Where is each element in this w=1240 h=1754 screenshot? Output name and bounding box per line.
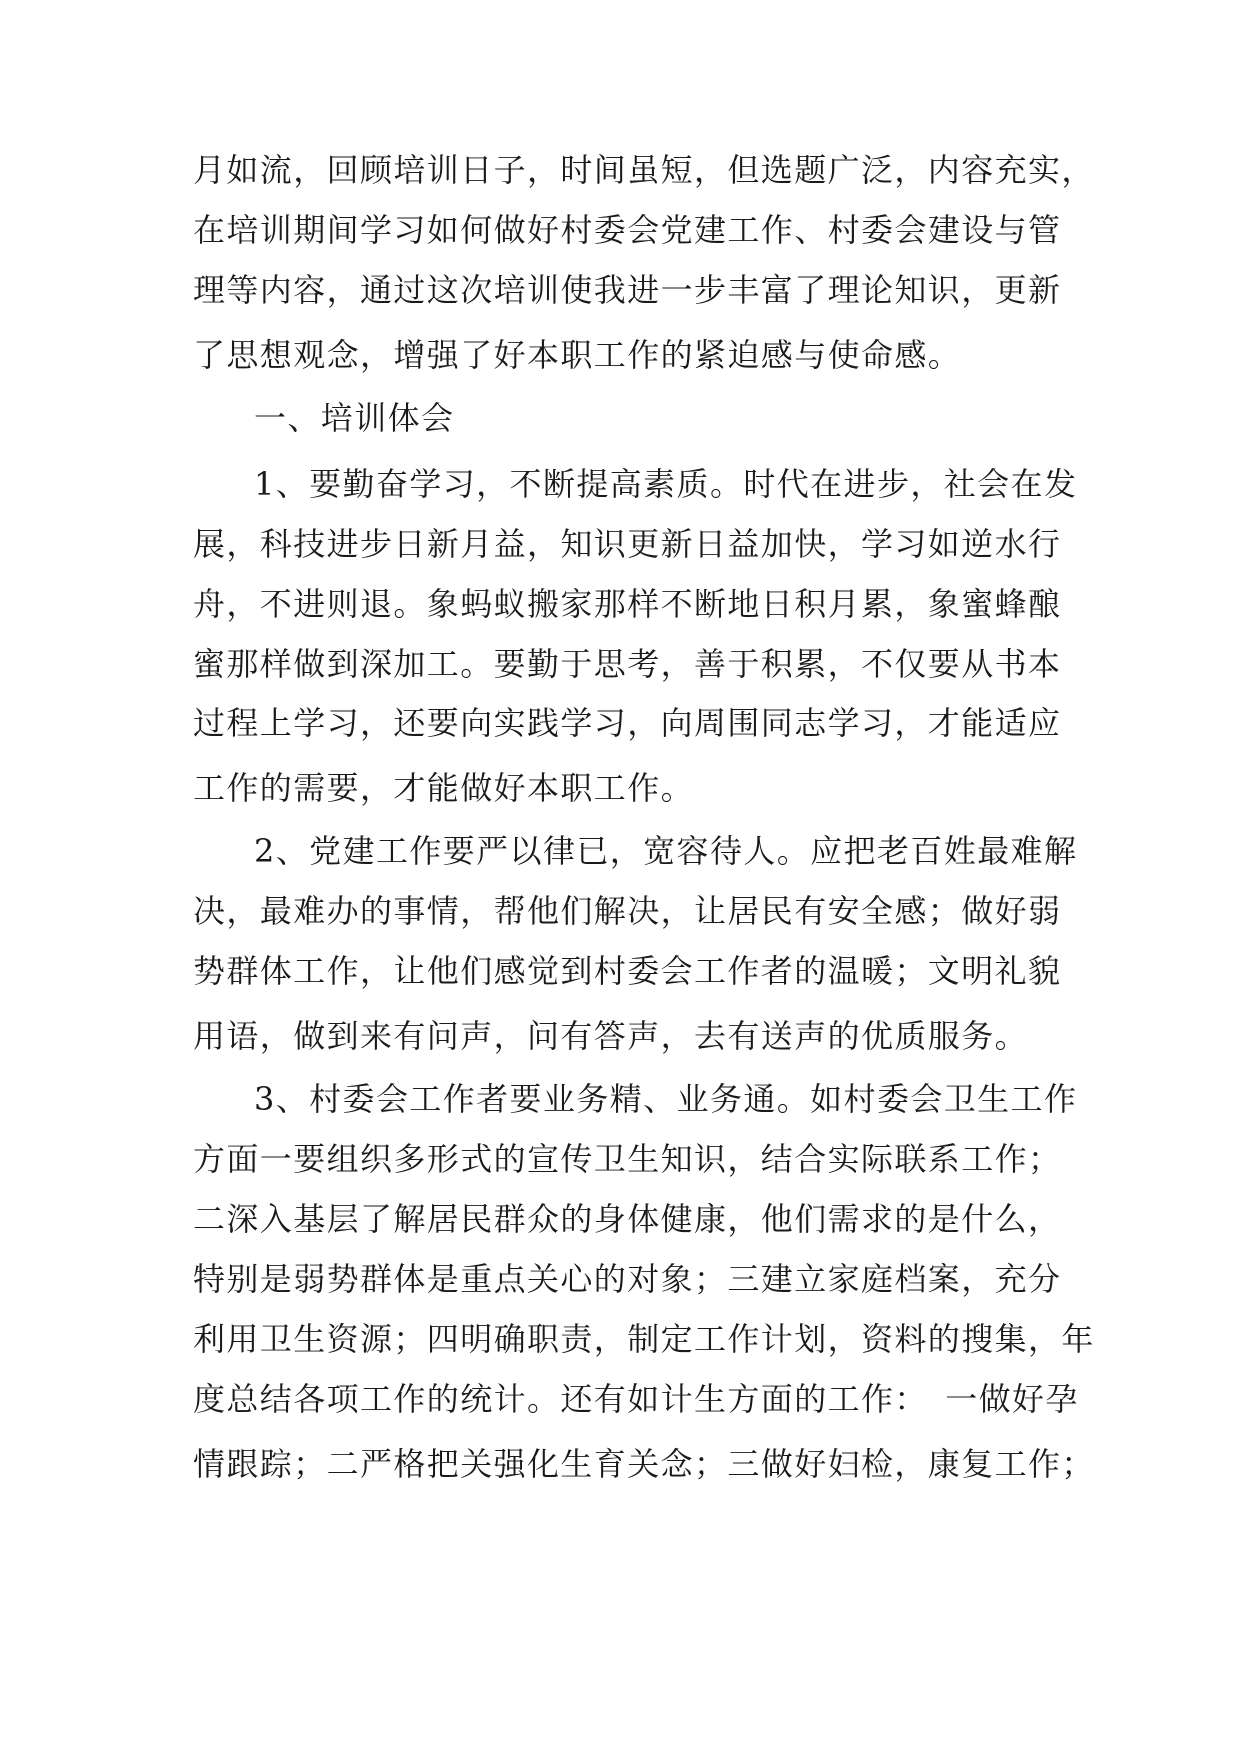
text-line: 了思想观念，增强了好本职工作的紧迫感与使命感。 (193, 336, 962, 374)
text-line: 过程上学习，还要向实践学习，向周围同志学习，才能适应 (193, 704, 1062, 742)
text-line: 方面一要组织多形式的宣传卫生知识，结合实际联系工作； (193, 1140, 1062, 1178)
text-line: 用语，做到来有问声，问有答声，去有送声的优质服务。 (193, 1017, 1029, 1055)
text-line: 月如流，回顾培训日子，时间虽短，但选题广泛，内容充实， (193, 151, 1095, 189)
text-line: 势群体工作，让他们感觉到村委会工作者的温暖；文明礼貌 (193, 952, 1062, 990)
text-line: 决，最难办的事情，帮他们解决，让居民有安全感；做好弱 (193, 892, 1062, 930)
text-line: 利用卫生资源；四明确职责，制定工作计划，资料的搜集，年 (193, 1320, 1095, 1358)
text-line: 度总结各项工作的统计。还有如计生方面的工作： 一做好孕 (193, 1380, 1079, 1418)
text-line: 在培训期间学习如何做好村委会党建工作、村委会建设与管 (193, 211, 1062, 249)
text-line: 2、党建工作要严以律已，宽容待人。应把老百姓最难解 (254, 832, 1078, 870)
text-line: 1、要勤奋学习，不断提高素质。时代在进步，社会在发 (254, 465, 1078, 503)
text-line: 舟，不进则退。象蚂蚁搬家那样不断地日积月累，象蜜蜂酿 (193, 585, 1062, 623)
text-line: 理等内容，通过这次培训使我进一步丰富了理论知识，更新 (193, 271, 1062, 309)
text-line: 蜜那样做到深加工。要勤于思考，善于积累，不仅要从书本 (193, 645, 1062, 683)
text-line: 特别是弱势群体是重点关心的对象；三建立家庭档案，充分 (193, 1260, 1062, 1298)
text-line: 情跟踪；二严格把关强化生育关念；三做好妇检，康复工作； (193, 1445, 1095, 1483)
text-line: 3、村委会工作者要业务精、业务通。如村委会卫生工作 (254, 1080, 1078, 1118)
text-line: 二深入基层了解居民群众的身体健康，他们需求的是什么， (193, 1200, 1062, 1238)
text-line: 工作的需要，才能做好本职工作。 (193, 769, 695, 807)
text-line: 展，科技进步日新月益，知识更新日益加快，学习如逆水行 (193, 525, 1062, 563)
section-heading: 一、培训体会 (254, 399, 455, 437)
